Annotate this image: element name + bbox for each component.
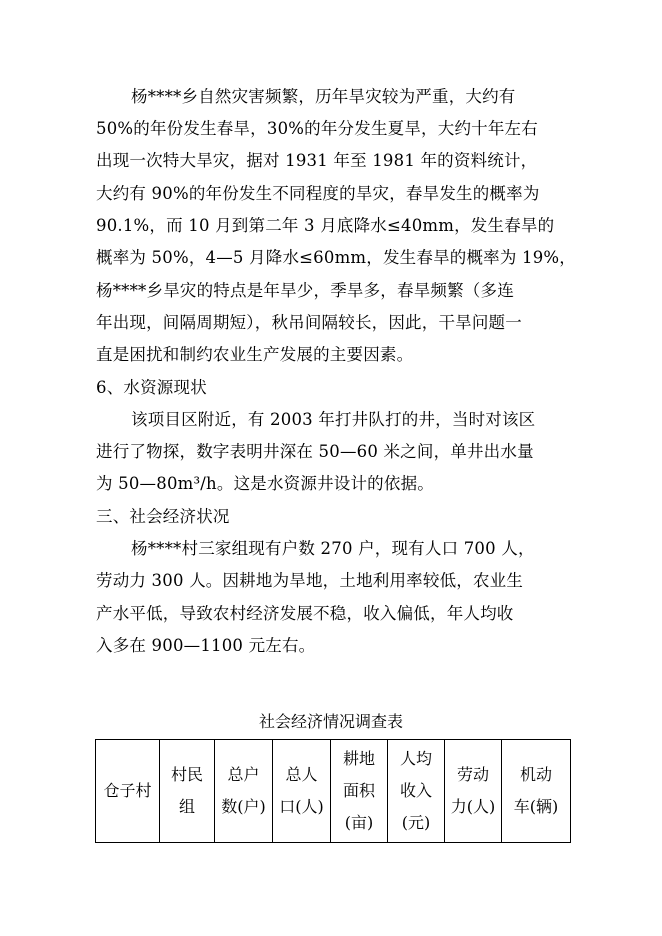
paragraph-economy-line-4: 入多在 900—1100 元左右。 (96, 636, 316, 655)
header-cell-village: 仓子村 (96, 740, 160, 843)
paragraph-economy-line-3: 产水平低，导致农村经济发展不稳，收入偏低，年人均收 (96, 604, 514, 623)
table-title: 社会经济情况调查表 (258, 712, 403, 731)
heading-water-resources: 6、水资源现状 (96, 378, 207, 397)
header-cell-vehicles: 机动 车(辆) (502, 740, 571, 843)
header-cell-farmland: 耕地 面积 (亩) (331, 740, 388, 843)
paragraph-drought-line-8: 年出现，间隔周期短），秋吊间隔较长，因此，干旱问题一 (96, 313, 522, 332)
header-cell-group: 村民 组 (160, 740, 215, 843)
table-header-row (96, 740, 571, 843)
paragraph-economy-line-1: 杨****村三家组现有户数 270 户，现有人口 700 人， (131, 539, 535, 558)
survey-table (95, 739, 571, 843)
paragraph-water-line-3: 为 50—80m³/h。这是水资源井设计的依据。 (96, 474, 434, 493)
paragraph-water-line-2: 进行了物探，数字表明井深在 50—60 米之间，单井出水量 (96, 442, 534, 461)
paragraph-drought-line-4: 大约有 90%的年份发生不同程度的旱灾，春旱发生的概率为 (96, 184, 540, 203)
header-cell-households: 总户 数(户) (215, 740, 273, 843)
paragraph-water-line-1: 该项目区附近，有 2003 年打井队打的井，当时对该区 (131, 410, 536, 429)
paragraph-drought-line-6: 概率为 50%，4—5 月降水≤60mm，发生春旱的概率为 19%， (96, 248, 576, 267)
paragraph-drought-line-1: 杨****乡自然灾害频繁，历年旱灾较为严重，大约有 (131, 87, 516, 106)
header-cell-labor: 劳动 力(人) (445, 740, 502, 843)
heading-social-economy: 三、社会经济状况 (96, 507, 230, 526)
paragraph-drought-line-3: 出现一次特大旱灾，据对 1931 年至 1981 年的资料统计， (96, 151, 538, 170)
paragraph-economy-line-2: 劳动力 300 人。因耕地为旱地，土地利用率较低，农业生 (96, 571, 524, 590)
paragraph-drought-line-9: 直是困扰和制约农业生产发展的主要因素。 (96, 345, 414, 364)
header-cell-population: 总人 口(人) (273, 740, 331, 843)
paragraph-drought-line-2: 50%的年份发生春旱，30%的年分发生夏旱，大约十年左右 (96, 119, 538, 138)
paragraph-drought-line-5: 90.1%，而 10 月到第二年 3 月底降水≤40mm，发生春旱的 (96, 216, 555, 235)
paragraph-drought-line-7: 杨****乡旱灾的特点是年旱少，季旱多，春旱频繁（多连 (96, 281, 514, 300)
header-cell-income: 人均 收入 (元) (388, 740, 445, 843)
